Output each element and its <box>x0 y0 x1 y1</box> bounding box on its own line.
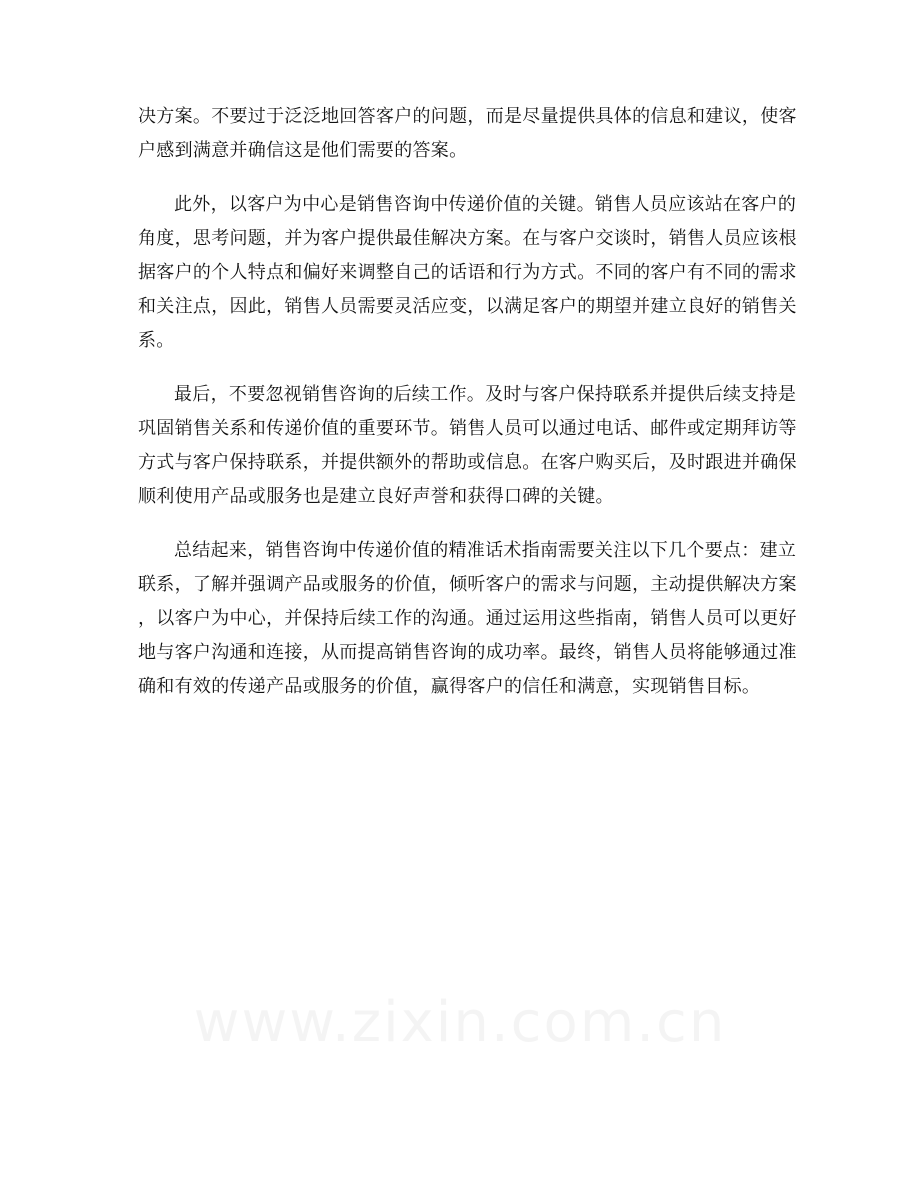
text-line: 总结起来，销售咨询中传递价值的精准话术指南需要关注以下几个要点：建立 <box>174 540 797 561</box>
text-line: 据客户的个人特点和偏好来调整自己的话语和行为方式。不同的客户有不同的需求 <box>138 262 797 283</box>
text-line: 决方案。不要过于泛泛地回答客户的问题，而是尽量提供具体的信息和建议，使客 <box>138 106 797 127</box>
paragraph-follow-up <box>138 378 797 514</box>
text-line: 联系，了解并强调产品或服务的价值，倾听客户的需求与问题，主动提供解决方案 <box>138 574 797 595</box>
text-line: 最后，不要忽视销售咨询的后续工作。及时与客户保持联系并提供后续支持是 <box>174 384 797 405</box>
text-line: ，以客户为中心，并保持后续工作的沟通。通过运用这些指南，销售人员可以更好 <box>138 608 797 629</box>
paragraph-customer-centric <box>138 188 797 358</box>
document-body <box>138 100 797 724</box>
text-line: 此外，以客户为中心是销售咨询中传递价值的关键。销售人员应该站在客户的 <box>174 194 797 215</box>
text-line: 方式与客户保持联系，并提供额外的帮助或信息。在客户购买后，及时跟进并确保 <box>138 452 797 473</box>
text-line: 和关注点，因此，销售人员需要灵活应变，以满足客户的期望并建立良好的销售关 <box>138 296 797 317</box>
text-line: 巩固销售关系和传递价值的重要环节。销售人员可以通过电话、邮件或定期拜访等 <box>138 418 797 439</box>
paragraph-summary <box>138 534 797 704</box>
watermark <box>0 990 920 1055</box>
text-line: 确和有效的传递产品或服务的价值，赢得客户的信任和满意，实现销售目标。 <box>138 676 761 697</box>
text-line: 顺利使用产品或服务也是建立良好声誉和获得口碑的关键。 <box>138 486 614 507</box>
text-line: 户感到满意并确信这是他们需要的答案。 <box>138 140 468 161</box>
text-line: 角度，思考问题，并为客户提供最佳解决方案。在与客户交谈时，销售人员应该根 <box>138 228 797 249</box>
paragraph-continuation <box>138 100 797 168</box>
text-line: 系。 <box>138 330 175 351</box>
text-line: 地与客户沟通和连接，从而提高销售咨询的成功率。最终，销售人员将能够通过准 <box>138 642 797 663</box>
